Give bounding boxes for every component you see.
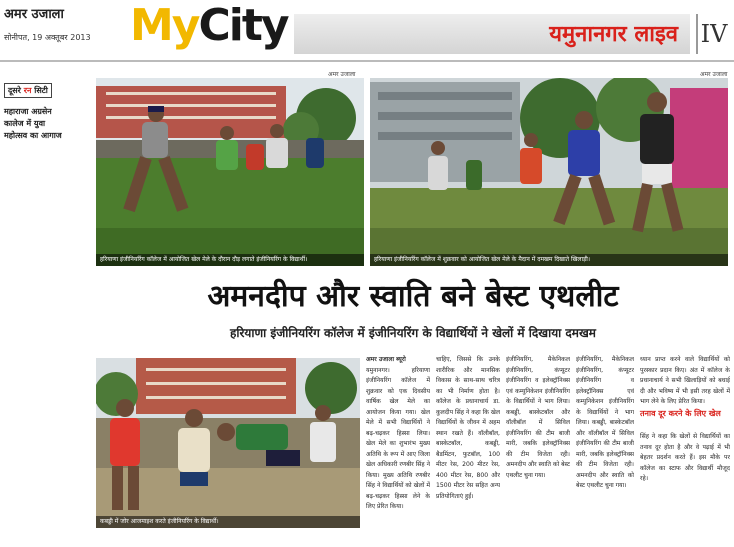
page-number: IV <box>696 14 730 54</box>
photo-sprint-image <box>96 78 364 266</box>
teaser-line: कालेज में युवा <box>4 119 46 128</box>
article-column-4 <box>576 355 634 539</box>
article-text: सिंह ने कहा कि खेलों से विद्यार्थियों का तनाव दूर होता है और वे पढ़ाई में भी बेहतर प्रदर्शन करते हैं। इस मौके पर कॉलेज का स्टाफ और विद्यार्थी मौजूद रहे। <box>640 433 730 482</box>
masthead <box>0 0 734 62</box>
teaser-headline <box>4 106 92 142</box>
main-headline: अमनदीप और स्वाति बने बेस्ट एथलीट <box>207 279 619 314</box>
brand-my: My <box>130 0 199 51</box>
sub-headline: हरियाणा इंजीनियरिंग कॉलेज में इंजीनियरिंग के विद्यार्थियों ने खेलों में दिखाया दमखम <box>230 326 596 340</box>
teaser-line: महोत्सव का आगाज <box>4 131 62 140</box>
article-text: चाहिए, जिससे कि उनके शारीरिक और मानसिक विकास के साथ-साथ चरित्र का भी निर्माण होता है। कॉलेज के प्रधानाचार्य डा. कुलदीप सिंह ने कहा कि खेल विद्यार्थियों के जीवन में अहम स्थान रखते हैं। वॉलीबॉल, बास्केटबॉल, कबड्डी, बैडमिंटन, फुटबॉल, 100 मीटर रेस, 200 मीटर रेस, 400 मीटर रेस, 800 और 1500 मीटर रेस सहित अन्य प्रतियोगिताएं हुईं। <box>436 356 500 500</box>
photo-credit: अमर उजाला <box>700 71 728 78</box>
photo-race-image <box>370 78 728 266</box>
mycity-logo <box>130 0 288 52</box>
edition-date: सोनीपत, 19 अक्तूबर 2013 <box>4 33 91 42</box>
brand-city: City <box>198 0 288 51</box>
article-byline: अमर उजाला ब्यूरो <box>366 356 406 363</box>
paper-identity <box>4 4 124 52</box>
article-column-5 <box>640 355 730 405</box>
article-text: इंजीनियरिंग, मैकेनिकल इंजीनियरिंग, कंप्यूटर इंजीनियरिंग व इलेक्ट्रॉनिक्स एवं कम्युनिकेशन इंजीनियरिंग के विद्यार्थियों ने भाग लिया। कबड्डी, बास्केटबॉल और वॉलीबॉल में सिविल इंजीनियरिंग की टीम बाजी मारी, जबकि इलेक्ट्रॉनिक्स की टीम विजेता रही। अमनदीप और स्वाति को बेस्ट एथलीट चुना गया। <box>506 356 570 479</box>
article-column-3 <box>506 355 570 539</box>
sidebox-heading: तनाव दूर करने के लिए खेल <box>640 409 721 418</box>
photo-kabaddi-image <box>96 358 360 528</box>
photo-race-caption: हरियाणा इंजीनियरिंग कॉलेज में शुक्रवार को आयोजित खेल मेले के मैदान में दमखम दिखाते खिलाड़ी। <box>370 254 728 266</box>
photo-kabaddi-caption: कबड्डी में जोर आजमाइश करते इंजीनियरिंग के विद्यार्थी। <box>96 516 360 528</box>
section-band <box>294 14 690 54</box>
teaser-tag <box>4 83 52 98</box>
photo-kabaddi <box>96 358 360 528</box>
article-text: इंजीनियरिंग, मैकेनिकल इंजीनियरिंग, कंप्यूटर इंजीनियरिंग व इलेक्ट्रॉनिक्स एवं कम्युनिकेशन इंजीनियरिंग के विद्यार्थियों ने भाग लिया। कबड्डी, बास्केटबॉल और वॉलीबॉल में सिविल इंजीनियरिंग की टीम बाजी मारी, जबकि इलेक्ट्रॉनिक्स की टीम विजेता रही। अमनदीप और स्वाति को बेस्ट एथलीट चुना गया। <box>576 356 634 489</box>
teaser-tag-suffix: सिटी <box>34 86 48 95</box>
photo-sprint <box>96 78 364 266</box>
teaser-line: महाराजा अग्रसेन <box>4 107 52 116</box>
teaser-tag-prefix: दूसरे <box>8 86 21 95</box>
sidebox-text <box>640 432 730 539</box>
teaser-tag-highlight: रन <box>23 86 32 95</box>
paper-name: अमर उजाला <box>4 7 64 22</box>
photo-credit: अमर उजाला <box>328 71 356 78</box>
teaser-box[interactable] <box>4 78 92 142</box>
article-column-2 <box>436 355 500 539</box>
article-text: यमुनानगर। हरियाणा इंजीनियरिंग कॉलेज में शुक्रवार को एक दिवसीय वार्षिक खेल मेले का आयोजन किया गया। खेल मेले में सभी विद्यार्थियों ने बढ़-चढ़कर हिस्सा लिया। खेल मेले का शुभारंभ मुख्य अतिथि के रूप में आए जिला खेल अधिकारी रणबीर सिंह ने किया। मुख्य अतिथि रणबीर सिंह ने विद्यार्थियों को खेलों में बढ़-चढ़कर हिस्सा लेने के लिए प्रेरित किया। <box>366 366 430 510</box>
masthead-divider <box>0 60 734 62</box>
article-text: ध्यान प्राप्त करने वाले विद्यार्थियों को पुरस्कार प्रदान किए। अंत में कॉलेज के प्रधानाचार्य ने सभी खिलाड़ियों को बधाई दी और भविष्य में भी इसी तरह खेलों में भाग लेने के लिए प्रेरित किया। <box>640 356 730 405</box>
photo-sprint-caption: हरियाणा इंजीनियरिंग कॉलेज में आयोजित खेल मेले के दौरान दौड़ लगाते इंजीनियरिंग के विद्यार्थी। <box>96 254 364 266</box>
section-title: यमुनानगर लाइव <box>549 22 678 47</box>
article-column-1 <box>366 355 430 539</box>
photo-race <box>370 78 728 266</box>
